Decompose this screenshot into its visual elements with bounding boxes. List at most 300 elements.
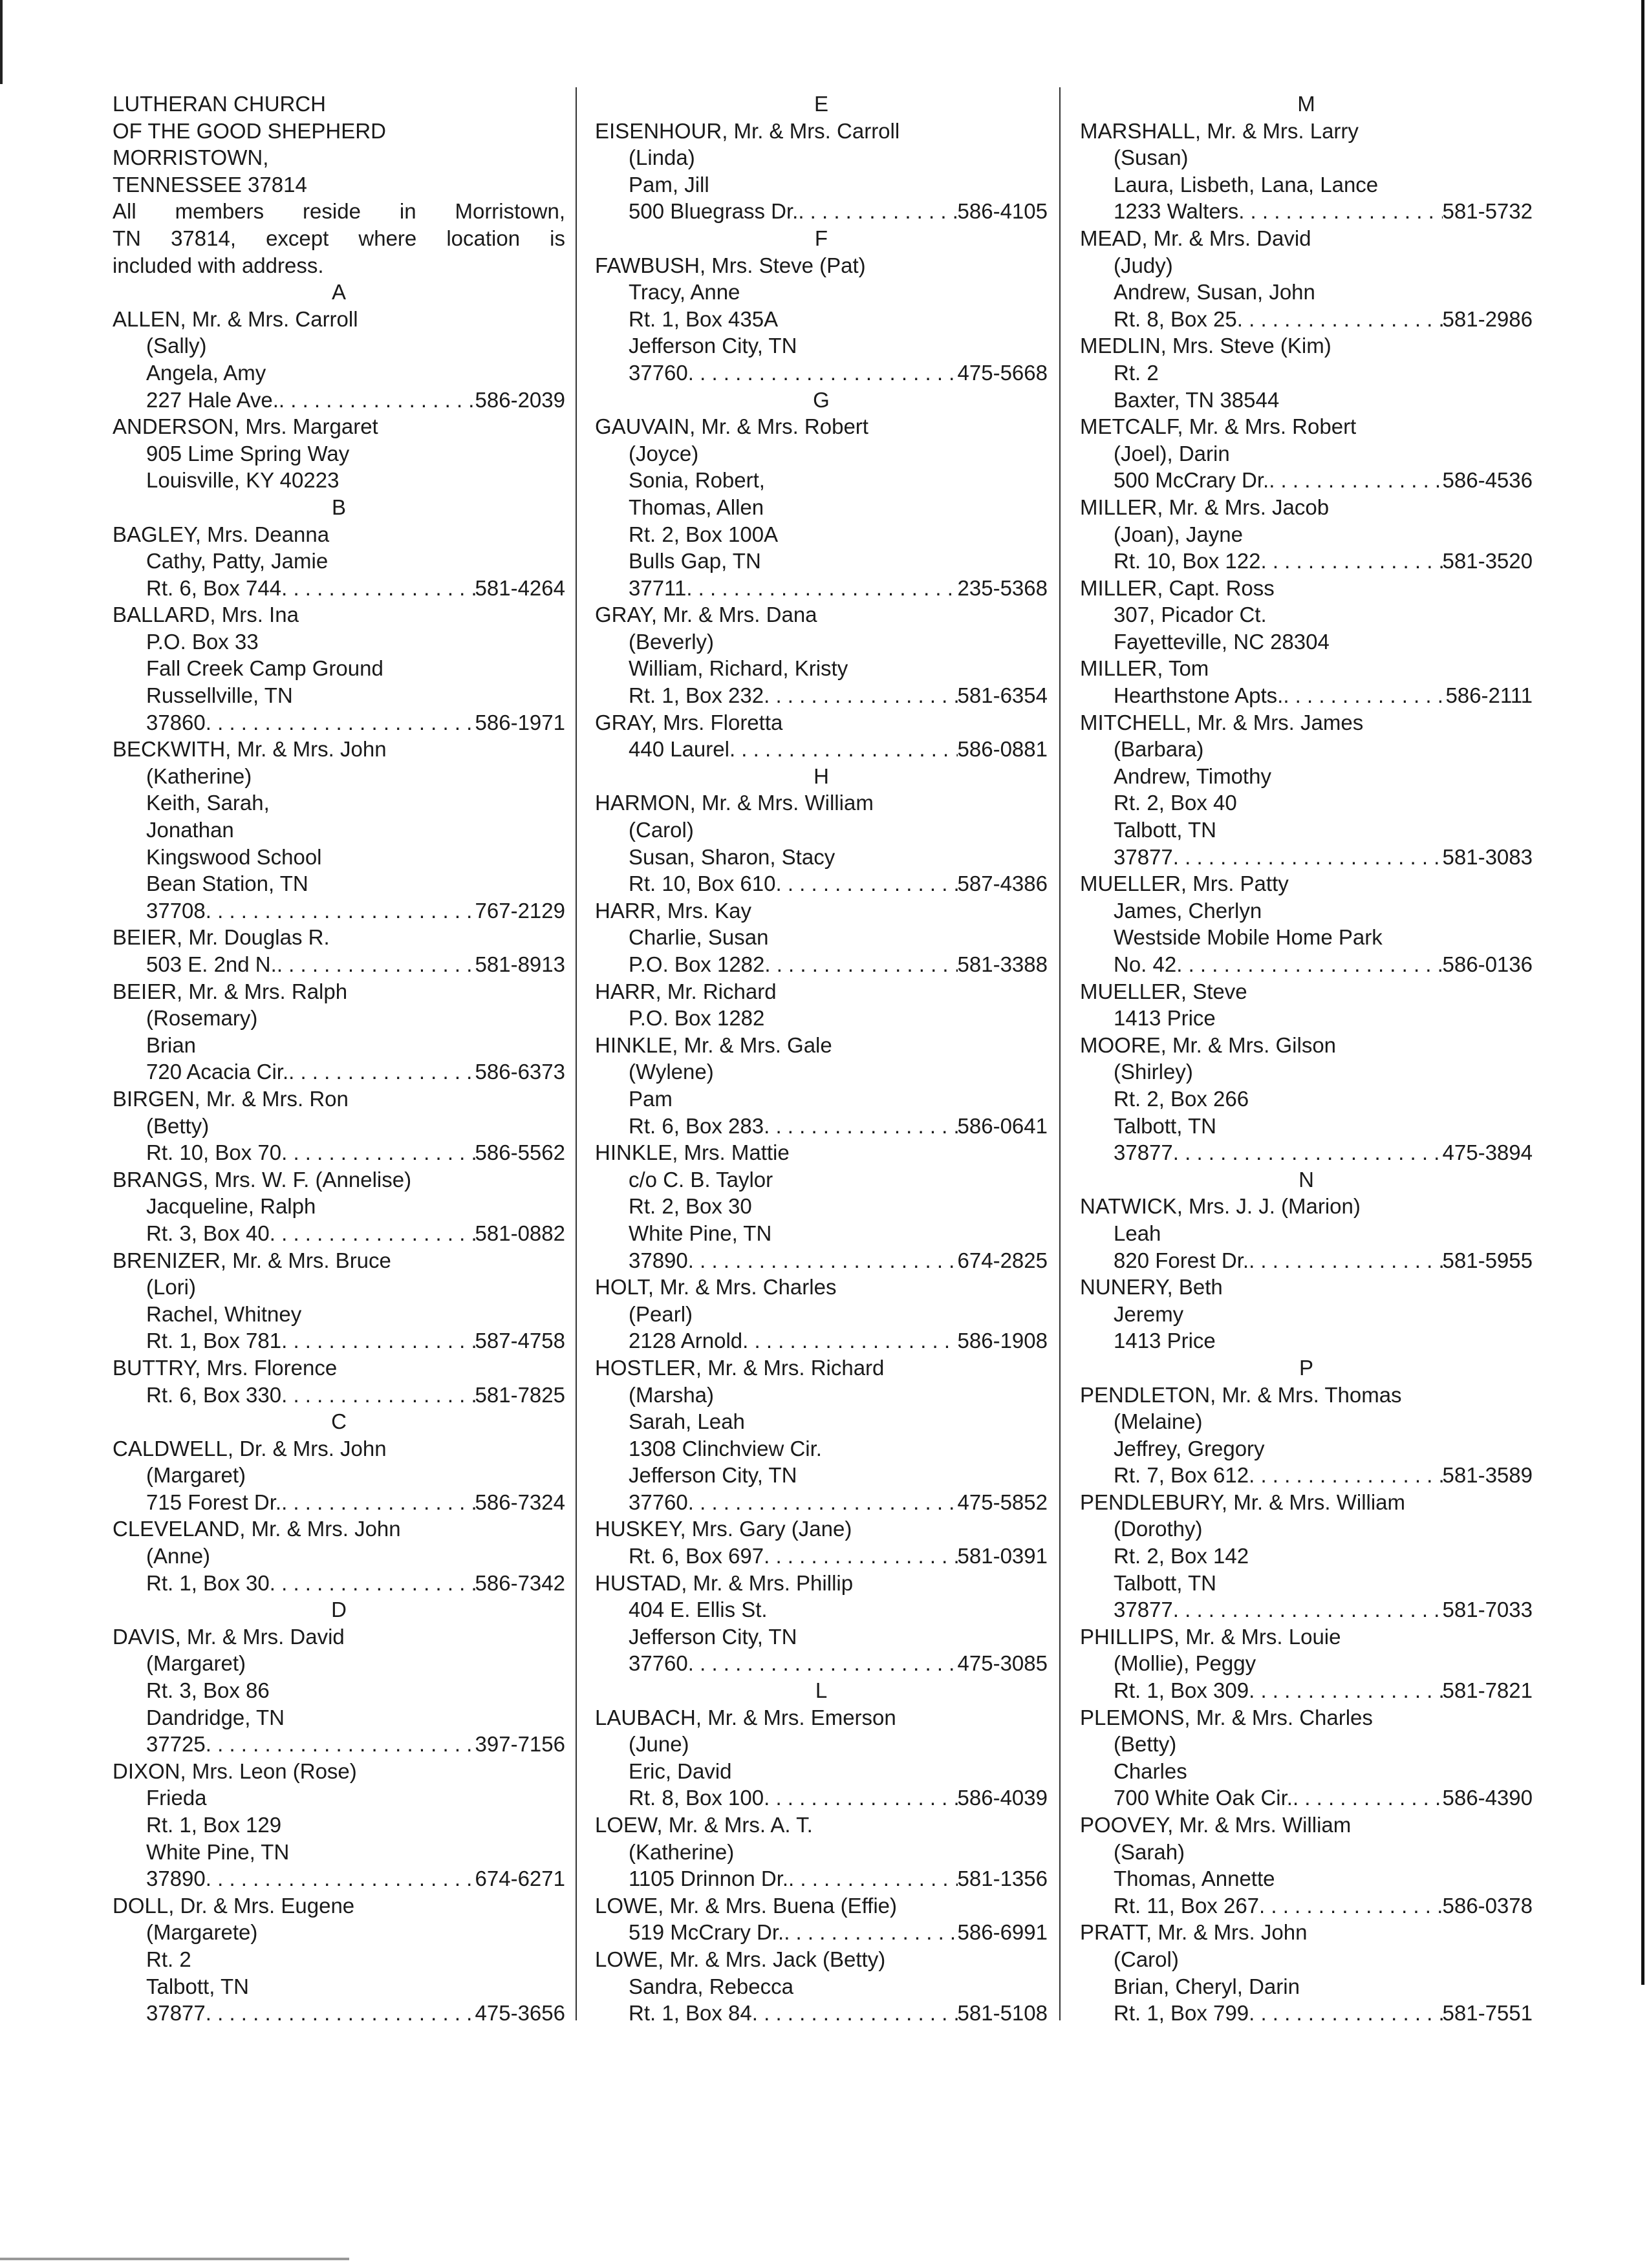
entry-line-with-phone <box>113 1382 565 1409</box>
entry-line-with-phone <box>113 1731 565 1758</box>
entry-text: 37760 <box>629 360 688 385</box>
phone-number: 586-4536 <box>1442 468 1533 493</box>
entry-line-with-phone <box>1080 198 1533 225</box>
entry-text: 1233 Walters <box>1114 199 1239 224</box>
phone-number: 586-5562 <box>475 1140 565 1165</box>
section-letter: H <box>814 764 829 788</box>
entry-text: Rt. 1, Box 232 <box>629 683 764 708</box>
entry-text: 519 McCrary Dr. <box>629 1920 784 1945</box>
entry-detail-line: Baxter, TN 38544 <box>1114 387 1280 412</box>
dot-leader <box>281 575 475 602</box>
entry-line-with-phone <box>1080 1677 1533 1704</box>
dot-leader <box>281 1327 475 1354</box>
entry-text: 37708 <box>146 898 206 923</box>
entry-line-with-phone <box>1080 682 1533 709</box>
entry-text: 820 Forest Dr. <box>1114 1248 1249 1272</box>
entry-detail-line: (Sarah) <box>1114 1839 1185 1864</box>
entry-name-line: DOLL, Dr. & Mrs. Eugene <box>113 1893 355 1918</box>
section-letter: C <box>331 1409 347 1434</box>
entry-text: 700 White Oak Cir. <box>1114 1786 1293 1810</box>
entry-detail-line: 404 E. Ellis St. <box>629 1598 768 1622</box>
entry-text: Rt. 10, Box 70 <box>146 1140 282 1165</box>
entry-line-with-phone <box>113 897 565 925</box>
entry-detail-line: Thomas, Annette <box>1114 1867 1275 1891</box>
entry-line-with-phone <box>595 1919 1048 1946</box>
entry-detail-line: Rt. 3, Box 86 <box>146 1678 270 1703</box>
entry-text: 720 Acacia Cir. <box>146 1060 289 1084</box>
entry-name-line: CLEVELAND, Mr. & Mrs. John <box>113 1517 401 1541</box>
entry-name-line: HOSTLER, Mr. & Mrs. Richard <box>595 1355 885 1380</box>
phone-number: 475-5668 <box>957 360 1048 385</box>
dot-leader <box>764 1543 957 1570</box>
dot-leader <box>281 1139 475 1166</box>
dot-leader <box>764 1113 957 1140</box>
entry-name-line: HARR, Mrs. Kay <box>595 898 752 923</box>
entry-text: Rt. 8, Box 25 <box>1114 306 1237 331</box>
entry-text: P.O. Box 1282 <box>629 952 765 976</box>
entry-line-with-phone <box>595 951 1048 978</box>
dot-leader <box>1269 467 1442 494</box>
dot-leader <box>277 951 475 978</box>
entry-detail-line: James, Cherlyn <box>1114 898 1262 923</box>
entry-name-line: BIRGEN, Mr. & Mrs. Ron <box>113 1086 349 1111</box>
entry-text: Rt. 6, Box 697 <box>629 1544 764 1568</box>
entry-detail-line: Angela, Amy <box>146 360 266 385</box>
entry-detail-line: Rt. 2, Box 30 <box>629 1194 752 1219</box>
entry-name-line: EISENHOUR, Mr. & Mrs. Carroll <box>595 118 900 143</box>
entry-name-line: MORRISTOWN, <box>113 145 269 170</box>
entry-detail-line: Brian <box>146 1032 197 1057</box>
entry-detail-line: Rt. 1, Box 129 <box>146 1813 282 1837</box>
entry-text: Rt. 1, Box 781 <box>146 1329 282 1353</box>
phone-number: 586-2111 <box>1445 683 1533 708</box>
entry-detail-line: Rt. 2, Box 142 <box>1114 1544 1249 1568</box>
entry-detail-line: P.O. Box 33 <box>146 629 259 654</box>
entry-line-with-phone <box>113 709 565 736</box>
entry-detail-line: Charlie, Susan <box>629 925 769 950</box>
section-letter: P <box>1299 1355 1313 1380</box>
entry-text: Rt. 7, Box 612 <box>1114 1463 1249 1488</box>
dot-leader <box>764 682 957 709</box>
entry-detail-line: (Pearl) <box>629 1301 693 1326</box>
section-letter: G <box>813 387 830 412</box>
entry-line-with-phone <box>113 1058 565 1086</box>
dot-leader <box>798 198 957 225</box>
directory-column-2 <box>595 91 1048 2027</box>
entry-detail-line: Dandridge, TN <box>146 1705 285 1729</box>
entry-detail-line: 1308 Clinchview Cir. <box>629 1436 822 1460</box>
entry-name-line: LAUBACH, Mr. & Mrs. Emerson <box>595 1705 896 1729</box>
entry-text: Rt. 6, Box 330 <box>146 1382 282 1407</box>
entry-text: 500 Bluegrass Dr. <box>629 199 799 224</box>
entry-detail-line: Jeffrey, Gregory <box>1114 1436 1265 1460</box>
entry-name-line: PENDLETON, Mr. & Mrs. Thomas <box>1080 1382 1402 1407</box>
entry-line-with-phone <box>595 2000 1048 2027</box>
entry-line-with-phone <box>595 1865 1048 1892</box>
entry-line-with-phone <box>113 1865 565 1892</box>
phone-number: 581-7825 <box>475 1382 565 1407</box>
entry-name-line: HINKLE, Mrs. Mattie <box>595 1140 790 1165</box>
phone-number: 581-7033 <box>1442 1598 1533 1622</box>
dot-leader <box>784 1919 957 1946</box>
entry-detail-line: Bean Station, TN <box>146 872 308 896</box>
scan-edge-mark <box>0 0 3 84</box>
entry-name-line: NUNERY, Beth <box>1080 1275 1223 1300</box>
dot-leader <box>688 1489 958 1516</box>
entry-name-line: MEAD, Mr. & Mrs. David <box>1080 226 1311 250</box>
entry-line-with-phone <box>113 1220 565 1247</box>
entry-line-with-phone <box>595 198 1048 225</box>
entry-detail-line: Russellville, TN <box>146 683 293 708</box>
entry-detail-line: (Rosemary) <box>146 1006 258 1031</box>
column-divider <box>1059 87 1061 2020</box>
section-letter: L <box>815 1678 828 1703</box>
entry-line-with-phone <box>113 1327 565 1354</box>
entry-name-line: CALDWELL, Dr. & Mrs. John <box>113 1436 387 1460</box>
entry-detail-line: Sonia, Robert, <box>629 468 765 493</box>
entry-name-line: BALLARD, Mrs. Ina <box>113 603 299 627</box>
entry-line-with-phone <box>595 1327 1048 1354</box>
entry-line-with-phone <box>1080 951 1533 978</box>
entry-detail-line: Brian, Cheryl, Darin <box>1114 1974 1300 1998</box>
dot-leader <box>1173 844 1443 871</box>
entry-detail-line: (Melaine) <box>1114 1409 1203 1434</box>
entry-detail-line: (Wylene) <box>629 1060 714 1084</box>
entry-detail-line: Tracy, Anne <box>629 280 740 305</box>
phone-number: 581-4264 <box>475 575 565 600</box>
entry-text: Rt. 1, Box 799 <box>1114 2001 1249 2026</box>
entry-name-line: LUTHERAN CHURCH <box>113 92 327 116</box>
entry-text: 715 Forest Dr. <box>146 1490 282 1514</box>
entry-name-line: DAVIS, Mr. & Mrs. David <box>113 1624 345 1649</box>
entry-line-with-phone <box>1080 1139 1533 1166</box>
dot-leader <box>1238 198 1442 225</box>
entry-detail-line: Laura, Lisbeth, Lana, Lance <box>1114 172 1379 197</box>
entry-name-line: POOVEY, Mr. & Mrs. William <box>1080 1813 1352 1837</box>
entry-line-with-phone <box>1080 1247 1533 1274</box>
entry-text: Hearthstone Apts. <box>1114 683 1284 708</box>
entry-name-line: MOORE, Mr. & Mrs. Gilson <box>1080 1032 1337 1057</box>
entry-detail-line: (Marsha) <box>629 1382 715 1407</box>
entry-text: 227 Hale Ave. <box>146 387 279 412</box>
phone-number: 586-7342 <box>475 1570 565 1595</box>
entry-detail-line: Pam <box>629 1086 673 1111</box>
entry-name-line: NATWICK, Mrs. J. J. (Marion) <box>1080 1194 1361 1219</box>
entry-name-line: TN 37814, except where location is <box>113 226 565 250</box>
dot-leader <box>686 575 957 602</box>
entry-line-with-phone <box>595 1650 1048 1677</box>
entry-line-with-phone <box>1080 1596 1533 1623</box>
entry-line-with-phone <box>595 1247 1048 1274</box>
phone-number: 581-1356 <box>957 1867 1048 1891</box>
entry-name-line: included with address. <box>113 253 324 277</box>
phone-number: 587-4758 <box>475 1329 565 1353</box>
dot-leader <box>1249 1247 1442 1274</box>
entry-detail-line: (Joan), Jayne <box>1114 522 1243 546</box>
phone-number: 586-0378 <box>1442 1893 1533 1918</box>
phone-number: 581-0391 <box>957 1544 1048 1568</box>
dot-leader <box>688 359 958 387</box>
entry-detail-line: Fall Creek Camp Ground <box>146 656 383 681</box>
entry-text: Rt. 1, Box 30 <box>146 1570 270 1595</box>
entry-line-with-phone <box>113 1570 565 1597</box>
entry-detail-line: Leah <box>1114 1221 1161 1245</box>
entry-detail-line: Talbott, TN <box>1114 1113 1216 1138</box>
dot-leader <box>281 1489 475 1516</box>
entry-detail-line: (Susan) <box>1114 145 1189 170</box>
entry-line-with-phone <box>113 951 565 978</box>
phone-number: 581-5108 <box>957 2001 1048 2026</box>
entry-line-with-phone <box>1080 1784 1533 1812</box>
phone-number: 581-3388 <box>957 952 1048 976</box>
entry-detail-line: (Barbara) <box>1114 737 1204 762</box>
entry-text: 1105 Drinnon Dr. <box>629 1867 789 1891</box>
entry-detail-line: White Pine, TN <box>629 1221 772 1245</box>
entry-line-with-phone <box>1080 467 1533 494</box>
entry-detail-line: (Shirley) <box>1114 1060 1193 1084</box>
entry-detail-line: Eric, David <box>629 1759 732 1783</box>
phone-number: 767-2129 <box>475 898 565 923</box>
phone-number: 581-0882 <box>475 1221 565 1245</box>
entry-name-line: METCALF, Mr. & Mrs. Robert <box>1080 414 1357 439</box>
directory-column-3 <box>1080 91 1533 2027</box>
entry-detail-line: Cathy, Patty, Jamie <box>146 549 329 573</box>
entry-detail-line: (Judy) <box>1114 253 1173 277</box>
entry-line-with-phone <box>113 575 565 602</box>
entry-line-with-phone <box>1080 1892 1533 1920</box>
entry-text: 37860 <box>146 710 206 734</box>
entry-detail-line: (Beverly) <box>629 629 715 654</box>
entry-detail-line: 307, Picador Ct. <box>1114 603 1267 627</box>
entry-detail-line: Talbott, TN <box>1114 1570 1216 1595</box>
section-letter: M <box>1297 92 1315 116</box>
entry-text: 37877 <box>1114 1140 1173 1165</box>
entry-detail-line: (Joel), Darin <box>1114 441 1230 465</box>
scan-edge-mark <box>0 2258 349 2260</box>
phone-number: 586-7324 <box>475 1490 565 1514</box>
entry-name-line: HARMON, Mr. & Mrs. William <box>595 791 874 815</box>
entry-name-line: LOEW, Mr. & Mrs. A. T. <box>595 1813 813 1837</box>
phone-number: 581-6354 <box>957 683 1048 708</box>
dot-leader <box>206 1731 475 1758</box>
dot-leader <box>1283 682 1445 709</box>
entry-line-with-phone <box>595 870 1048 897</box>
dot-leader <box>281 1382 475 1409</box>
entry-detail-line: Jefferson City, TN <box>629 334 797 358</box>
entry-name-line: ALLEN, Mr. & Mrs. Carroll <box>113 306 358 331</box>
entry-detail-line: Talbott, TN <box>146 1974 249 1998</box>
entry-detail-line: (June) <box>629 1732 689 1757</box>
phone-number: 475-3656 <box>475 2001 565 2026</box>
entry-name-line: All members reside in Morristown, <box>113 199 565 224</box>
dot-leader <box>688 1650 958 1677</box>
entry-line-with-phone <box>595 1489 1048 1516</box>
entry-name-line: MILLER, Mr. & Mrs. Jacob <box>1080 495 1330 519</box>
entry-line-with-phone <box>1080 306 1533 333</box>
entry-name-line: BUTTRY, Mrs. Florence <box>113 1355 338 1380</box>
dot-leader <box>270 1570 475 1597</box>
entry-name-line: HARR, Mr. Richard <box>595 979 777 1003</box>
phone-number: 581-5732 <box>1442 199 1533 224</box>
dot-leader <box>206 2000 475 2027</box>
phone-number: 475-3085 <box>957 1651 1048 1676</box>
entry-detail-line: Thomas, Allen <box>629 495 764 519</box>
entry-detail-line: Kingswood School <box>146 844 322 869</box>
dot-leader <box>1260 548 1442 575</box>
entry-detail-line: (Katherine) <box>146 764 252 788</box>
entry-detail-line: Susan, Sharon, Stacy <box>629 844 835 869</box>
phone-number: 586-0136 <box>1442 952 1533 976</box>
entry-line-with-phone <box>1080 844 1533 871</box>
phone-number: 586-6991 <box>957 1920 1048 1945</box>
entry-name-line: BAGLEY, Mrs. Deanna <box>113 522 330 546</box>
dot-leader <box>1293 1784 1443 1812</box>
entry-detail-line: (Carol) <box>1114 1947 1179 1971</box>
entry-text: 37890 <box>146 1867 206 1891</box>
entry-detail-line: Jonathan <box>146 818 234 842</box>
dot-leader <box>1173 1139 1443 1166</box>
entry-name-line: BRANGS, Mrs. W. F. (Annelise) <box>113 1167 412 1192</box>
dot-leader <box>206 897 475 925</box>
phone-number: 586-4390 <box>1442 1786 1533 1810</box>
phone-number: 586-1908 <box>957 1329 1048 1353</box>
entry-detail-line: Jeremy <box>1114 1301 1184 1326</box>
phone-number: 581-8913 <box>475 952 565 976</box>
dot-leader <box>1259 1892 1443 1920</box>
phone-number: 581-5955 <box>1442 1248 1533 1272</box>
entry-text: Rt. 11, Box 267 <box>1114 1893 1260 1918</box>
entry-name-line: PLEMONS, Mr. & Mrs. Charles <box>1080 1705 1373 1729</box>
entry-name-line: LOWE, Mr. & Mrs. Jack (Betty) <box>595 1947 886 1971</box>
entry-text: 500 McCrary Dr. <box>1114 468 1269 493</box>
entry-detail-line: (Mollie), Peggy <box>1114 1651 1256 1676</box>
dot-leader <box>1237 306 1443 333</box>
entry-text: Rt. 6, Box 283 <box>629 1113 764 1138</box>
entry-detail-line: (Betty) <box>146 1113 210 1138</box>
entry-line-with-phone <box>595 359 1048 387</box>
entry-line-with-phone <box>595 1784 1048 1812</box>
entry-detail-line: Fayetteville, NC 28304 <box>1114 629 1330 654</box>
entry-name-line: PHILLIPS, Mr. & Mrs. Louie <box>1080 1624 1341 1649</box>
entry-line-with-phone <box>595 1113 1048 1140</box>
dot-leader <box>752 2000 958 2027</box>
entry-text: Rt. 8, Box 100 <box>629 1786 764 1810</box>
entry-detail-line: 1413 Price <box>1114 1006 1216 1031</box>
dot-leader <box>206 709 475 736</box>
entry-name-line: GAUVAIN, Mr. & Mrs. Robert <box>595 414 868 439</box>
entry-detail-line: Pam, Jill <box>629 172 709 197</box>
entry-text: 37877 <box>1114 1598 1173 1622</box>
phone-number: 581-7821 <box>1442 1678 1533 1703</box>
phone-number: 586-1971 <box>475 710 565 734</box>
entry-detail-line: Andrew, Timothy <box>1114 764 1271 788</box>
entry-line-with-phone <box>113 1139 565 1166</box>
entry-detail-line: William, Richard, Kristy <box>629 656 848 681</box>
entry-detail-line: 1413 Price <box>1114 1329 1216 1353</box>
entry-line-with-phone <box>1080 548 1533 575</box>
phone-number: 475-5852 <box>957 1490 1048 1514</box>
entry-detail-line: Andrew, Susan, John <box>1114 280 1315 305</box>
entry-detail-line: Rt. 2, Box 266 <box>1114 1086 1249 1111</box>
entry-text: Rt. 3, Box 40 <box>146 1221 270 1245</box>
phone-number: 581-3520 <box>1442 549 1533 573</box>
entry-name-line: BEIER, Mr. & Mrs. Ralph <box>113 979 348 1003</box>
section-letter: N <box>1299 1167 1314 1192</box>
entry-detail-line: Louisville, KY 40223 <box>146 468 339 493</box>
entry-text: 37711 <box>629 575 687 600</box>
entry-detail-line: (Katherine) <box>629 1839 735 1864</box>
dot-leader <box>729 736 958 763</box>
entry-text: No. 42 <box>1114 952 1177 976</box>
entry-text: Rt. 1, Box 309 <box>1114 1678 1249 1703</box>
entry-line-with-phone <box>113 2000 565 2027</box>
entry-name-line: MILLER, Capt. Ross <box>1080 575 1275 600</box>
scan-edge-mark <box>1641 0 1644 1985</box>
entry-detail-line: (Sally) <box>146 334 207 358</box>
entry-name-line: GRAY, Mr. & Mrs. Dana <box>595 603 817 627</box>
entry-text: Rt. 6, Box 744 <box>146 575 282 600</box>
entry-detail-line: P.O. Box 1282 <box>629 1006 765 1031</box>
entry-detail-line: Jefferson City, TN <box>629 1624 797 1649</box>
entry-detail-line: (Dorothy) <box>1114 1517 1203 1541</box>
dot-leader <box>764 1784 957 1812</box>
dot-leader <box>288 1058 475 1086</box>
dot-leader <box>1249 2000 1442 2027</box>
entry-detail-line: (Lori) <box>146 1275 197 1300</box>
entry-text: Rt. 1, Box 84 <box>629 2001 752 2026</box>
entry-line-with-phone <box>595 682 1048 709</box>
entry-detail-line: c/o C. B. Taylor <box>629 1167 773 1192</box>
entry-name-line: MUELLER, Mrs. Patty <box>1080 872 1289 896</box>
phone-number: 235-5368 <box>957 575 1048 600</box>
entry-detail-line: Sarah, Leah <box>629 1409 745 1434</box>
entry-detail-line: Jacqueline, Ralph <box>146 1194 316 1219</box>
entry-text: 37760 <box>629 1490 688 1514</box>
entry-text: 37877 <box>1114 844 1173 869</box>
entry-line-with-phone <box>113 387 565 414</box>
phone-number: 586-0641 <box>957 1113 1048 1138</box>
entry-detail-line: White Pine, TN <box>146 1839 290 1864</box>
entry-line-with-phone <box>113 1489 565 1516</box>
entry-name-line: PENDLEBURY, Mr. & Mrs. William <box>1080 1490 1406 1514</box>
section-letter: B <box>331 495 346 519</box>
dot-leader <box>1176 951 1442 978</box>
entry-line-with-phone <box>595 736 1048 763</box>
entry-name-line: TENNESSEE 37814 <box>113 172 307 197</box>
section-letter: D <box>331 1598 347 1622</box>
entry-name-line: HUSKEY, Mrs. Gary (Jane) <box>595 1517 852 1541</box>
section-letter: F <box>814 226 828 250</box>
column-divider <box>576 87 577 2020</box>
entry-name-line: HUSTAD, Mr. & Mrs. Phillip <box>595 1570 854 1595</box>
entry-name-line: MARSHALL, Mr. & Mrs. Larry <box>1080 118 1359 143</box>
phone-number: 586-4039 <box>957 1786 1048 1810</box>
entry-detail-line: 905 Lime Spring Way <box>146 441 350 465</box>
entry-detail-line: (Linda) <box>629 145 695 170</box>
entry-detail-line: (Betty) <box>1114 1732 1177 1757</box>
phone-number: 581-2986 <box>1442 306 1533 331</box>
dot-leader <box>279 387 475 414</box>
phone-number: 586-2039 <box>475 387 565 412</box>
entry-name-line: DIXON, Mrs. Leon (Rose) <box>113 1759 357 1783</box>
entry-name-line: BECKWITH, Mr. & Mrs. John <box>113 737 387 762</box>
dot-leader <box>270 1220 475 1247</box>
entry-text: 503 E. 2nd N. <box>146 952 277 976</box>
entry-detail-line: Frieda <box>146 1786 207 1810</box>
entry-name-line: MUELLER, Steve <box>1080 979 1247 1003</box>
section-letter: A <box>331 280 346 305</box>
entry-detail-line: (Joyce) <box>629 441 699 465</box>
